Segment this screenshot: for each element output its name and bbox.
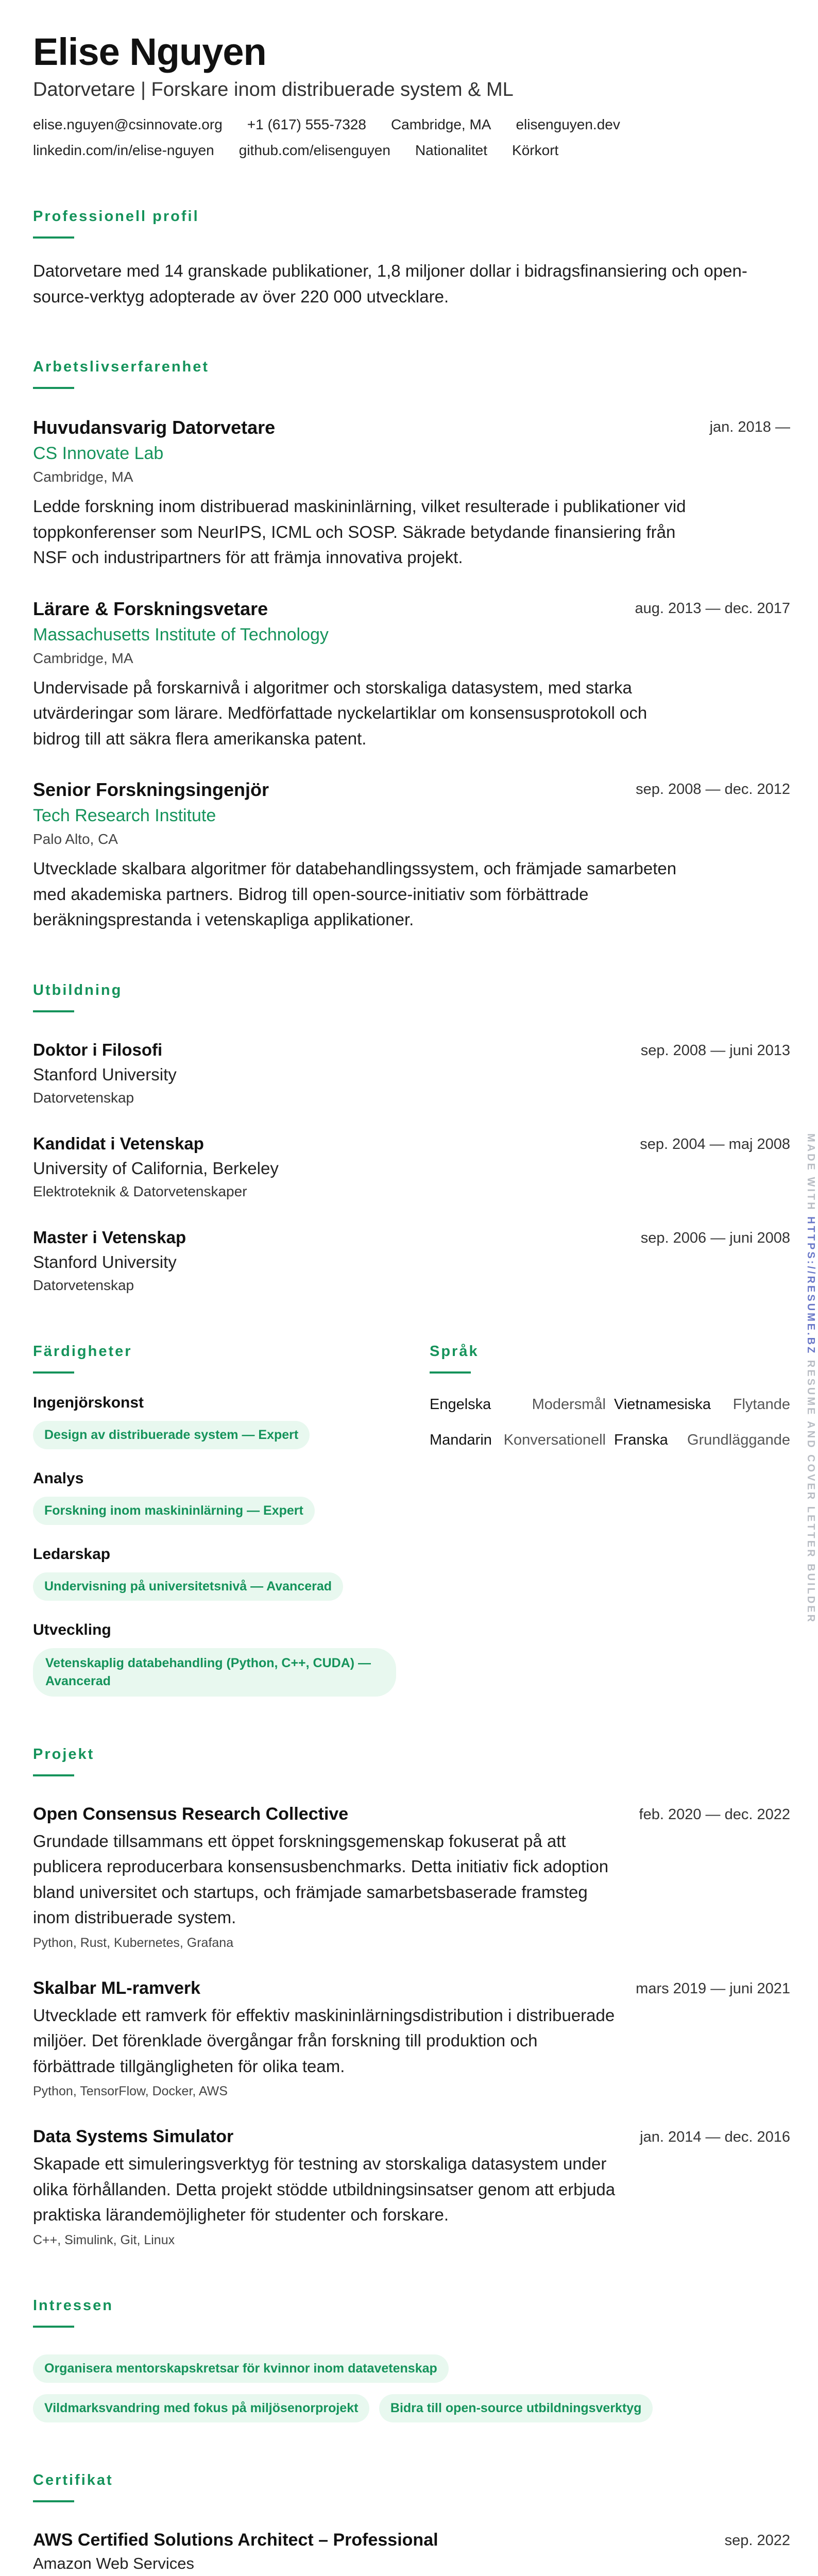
certificate-issuer: Amazon Web Services — [33, 2554, 194, 2572]
skill-tag: Forskning inom maskininlärning — Expert — [33, 1497, 315, 1525]
language-level: Modersmål — [532, 1396, 606, 1413]
contact-github[interactable]: github.com/elisenguyen — [238, 142, 390, 159]
project-title: Open Consensus Research Collective — [33, 1804, 349, 1824]
job-description: Ledde forskning inom distribuerad maskininlärning, vilket resulterade i publikationer vid toppkonferenser som NeurIPS, ICML och SOSP. Säkrade betydande finansiering från NSF och industripartners för att främja innovativa projekt. — [33, 497, 686, 567]
section-title: Certifikat — [33, 2471, 113, 2488]
watermark-link[interactable]: HTTPS://RESUME.BZ — [805, 1216, 816, 1355]
job-title: Huvudansvarig Datorvetare — [33, 417, 276, 438]
skill-group — [33, 1546, 430, 1601]
contact-location: Cambridge, MA — [390, 116, 491, 133]
language-name: Franska — [614, 1431, 668, 1448]
section-title: Färdigheter — [33, 1343, 132, 1360]
degree-date: sep. 2006 — juni 2008 — [640, 1229, 790, 1246]
interests-section — [33, 2297, 790, 2422]
contact-nationality: Nationalitet — [415, 142, 488, 159]
section-title: Projekt — [33, 1745, 95, 1762]
education-entry — [33, 1228, 790, 1294]
project-description: Utvecklade ett ramverk för effektiv maskininlärningsdistribution i distribuerade miljöer. Det förenklade övergångar från forskning till produktion och förbättrade tillgängligheten för olika team. — [33, 2005, 615, 2076]
contact-license: Körkort — [512, 142, 559, 159]
degree-field: Elektroteknik & Datorvetenskaper — [33, 1183, 247, 1199]
job-description: Undervisade på forskarnivå i algoritmer och storskaliga datasystem, med starka utvärderingar som lärare. Medförfattade nyckelartiklar om konsensusprotokoll och bidrog till att säkra flera amerikanska patent. — [33, 677, 647, 748]
experience-entry — [33, 417, 790, 570]
interest-tag: Bidra till open-source utbildningsverktyg — [379, 2394, 653, 2422]
skill-group — [33, 1621, 430, 1697]
interest-tags — [33, 2343, 790, 2422]
job-description: Utvecklade skalbara algoritmer för databehandlingssystem, och främjade samarbeten med akademiska partners. Bidrog till open-source-initiativ som förbättrade beräkningsprestanda i vetenskapliga applikationer. — [33, 859, 677, 929]
profile-summary: Datorvetare med 14 granskade publikationer, 1,8 miljoner dollar i bidragsfinansiering och open-source-verktyg adopterade av över 220 000 utvecklare. — [33, 261, 747, 306]
skills-section — [33, 1343, 430, 1697]
section-title: Intressen — [33, 2297, 113, 2314]
experience-entry — [33, 598, 790, 752]
language-level: Flytande — [732, 1396, 790, 1413]
skills-languages-row — [33, 1343, 790, 1697]
degree-school: Stanford University — [33, 1064, 177, 1084]
contact-phone[interactable]: +1 (617) 555-7328 — [247, 116, 366, 133]
job-organization: Massachusetts Institute of Technology — [33, 624, 329, 645]
project-tech: Python, TensorFlow, Docker, AWS — [33, 2084, 228, 2099]
job-organization: Tech Research Institute — [33, 806, 216, 826]
experience-section — [33, 359, 790, 933]
job-date: sep. 2008 — dec. 2012 — [636, 781, 790, 798]
skill-category: Analys — [33, 1469, 84, 1487]
project-description: Skapade ett simuleringsverktyg för testning av storskaliga datasystem under olika förhållanden. Detta projekt stödde utbildningsinsatser genom att erbjuda praktiska lärandemöjligheter för studenter och forskare. — [33, 2154, 616, 2225]
contact-row-2 — [33, 142, 790, 159]
section-title: Arbetslivserfarenhet — [33, 359, 210, 376]
section-divider — [33, 1010, 74, 1012]
skill-group — [33, 1470, 430, 1525]
degree-field: Datorvetenskap — [33, 1277, 134, 1293]
watermark-prefix: MADE WITH — [805, 1133, 816, 1212]
contact-row-1 — [33, 116, 790, 133]
job-location: Cambridge, MA — [33, 469, 133, 485]
profile-section — [33, 208, 790, 309]
certificates-section — [33, 2472, 790, 2576]
projects-section — [33, 1746, 790, 2248]
languages-section — [430, 1343, 790, 1697]
language-item — [430, 1432, 606, 1449]
contact-website[interactable]: elisenguyen.dev — [516, 116, 620, 133]
job-location: Cambridge, MA — [33, 650, 133, 666]
language-item — [614, 1396, 790, 1413]
builder-watermark — [805, 1133, 816, 1624]
section-divider — [33, 1371, 74, 1374]
education-section — [33, 982, 790, 1294]
project-tech: C++, Simulink, Git, Linux — [33, 2232, 175, 2247]
resume-page — [33, 31, 790, 2576]
watermark-suffix: RESUME AND COVER LETTER BUILDER — [805, 1360, 816, 1624]
degree-field: Datorvetenskap — [33, 1089, 134, 1106]
candidate-name: Elise Nguyen — [33, 30, 266, 73]
skill-category: Ledarskap — [33, 1545, 111, 1563]
degree-title: Doktor i Filosofi — [33, 1040, 163, 1059]
language-item — [614, 1432, 790, 1449]
section-title: Professionell profil — [33, 208, 199, 225]
project-title: Skalbar ML-ramverk — [33, 1978, 201, 1998]
skill-tag: Design av distribuerade system — Expert — [33, 1421, 310, 1449]
degree-title: Kandidat i Vetenskap — [33, 1133, 204, 1153]
language-item — [430, 1396, 606, 1413]
degree-date: sep. 2008 — juni 2013 — [640, 1042, 790, 1059]
language-name: Mandarin — [430, 1431, 492, 1448]
skill-category: Utveckling — [33, 1621, 111, 1638]
candidate-headline: Datorvetare | Forskare inom distribuerade system & ML — [33, 79, 514, 101]
section-divider — [33, 387, 74, 389]
interest-tag: Vildmarksvandring med fokus på miljösenorprojekt — [33, 2394, 369, 2422]
degree-school: Stanford University — [33, 1252, 177, 1272]
interest-tag: Organisera mentorskapskretsar för kvinnor inom datavetenskap — [33, 2354, 449, 2383]
project-date: feb. 2020 — dec. 2022 — [639, 1806, 790, 1823]
language-level: Konversationell — [503, 1431, 606, 1448]
skill-tag: Undervisning på universitetsnivå — Avancerad — [33, 1572, 343, 1601]
education-entry — [33, 1134, 790, 1200]
language-level: Grundläggande — [687, 1431, 790, 1448]
certificate-entry — [33, 2530, 790, 2573]
project-entry — [33, 1978, 790, 2099]
degree-school: University of California, Berkeley — [33, 1158, 279, 1178]
section-divider — [33, 2500, 74, 2502]
job-title: Senior Forskningsingenjör — [33, 779, 269, 801]
skill-group — [33, 1394, 430, 1449]
contact-linkedin[interactable]: linkedin.com/in/elise-nguyen — [33, 142, 214, 159]
project-description: Grundade tillsammans ett öppet forskningsgemenskap fokuserat på att publicera reproducerbara konsensusbenchmarks. Detta initiativ fick adoption bland universitet och startups, och främjade samarbetsbaserade framsteg inom distribuerade system. — [33, 1831, 609, 1927]
section-divider — [33, 1774, 74, 1776]
certificate-date: sep. 2022 — [724, 2532, 790, 2549]
language-name: Vietnamesiska — [614, 1396, 711, 1413]
language-grid — [430, 1396, 790, 1449]
contact-email[interactable]: elise.nguyen@csinnovate.org — [33, 116, 223, 133]
section-divider — [430, 1371, 471, 1374]
language-name: Engelska — [430, 1396, 491, 1413]
education-entry — [33, 1040, 790, 1106]
job-title: Lärare & Forskningsvetare — [33, 598, 268, 619]
job-date: jan. 2018 — — [709, 419, 790, 436]
job-organization: CS Innovate Lab — [33, 444, 164, 464]
experience-entry — [33, 779, 790, 933]
certificate-name: AWS Certified Solutions Architect – Professional — [33, 2530, 438, 2550]
project-date: mars 2019 — juni 2021 — [636, 1980, 790, 1997]
project-entry — [33, 2127, 790, 2248]
skill-category: Ingenjörskonst — [33, 1394, 144, 1411]
degree-date: sep. 2004 — maj 2008 — [640, 1136, 790, 1153]
job-date: aug. 2013 — dec. 2017 — [635, 600, 790, 617]
project-title: Data Systems Simulator — [33, 2127, 234, 2147]
resume-header — [33, 31, 790, 159]
degree-title: Master i Vetenskap — [33, 1227, 186, 1247]
project-date: jan. 2014 — dec. 2016 — [640, 2129, 790, 2146]
section-divider — [33, 2326, 74, 2328]
section-title: Utbildning — [33, 981, 123, 998]
project-entry — [33, 1804, 790, 1951]
skill-tag: Vetenskaplig databehandling (Python, C++, CUDA) — Avancerad — [33, 1648, 396, 1697]
section-title: Språk — [430, 1343, 479, 1360]
project-tech: Python, Rust, Kubernetes, Grafana — [33, 1935, 234, 1950]
job-location: Palo Alto, CA — [33, 831, 118, 848]
section-divider — [33, 236, 74, 239]
